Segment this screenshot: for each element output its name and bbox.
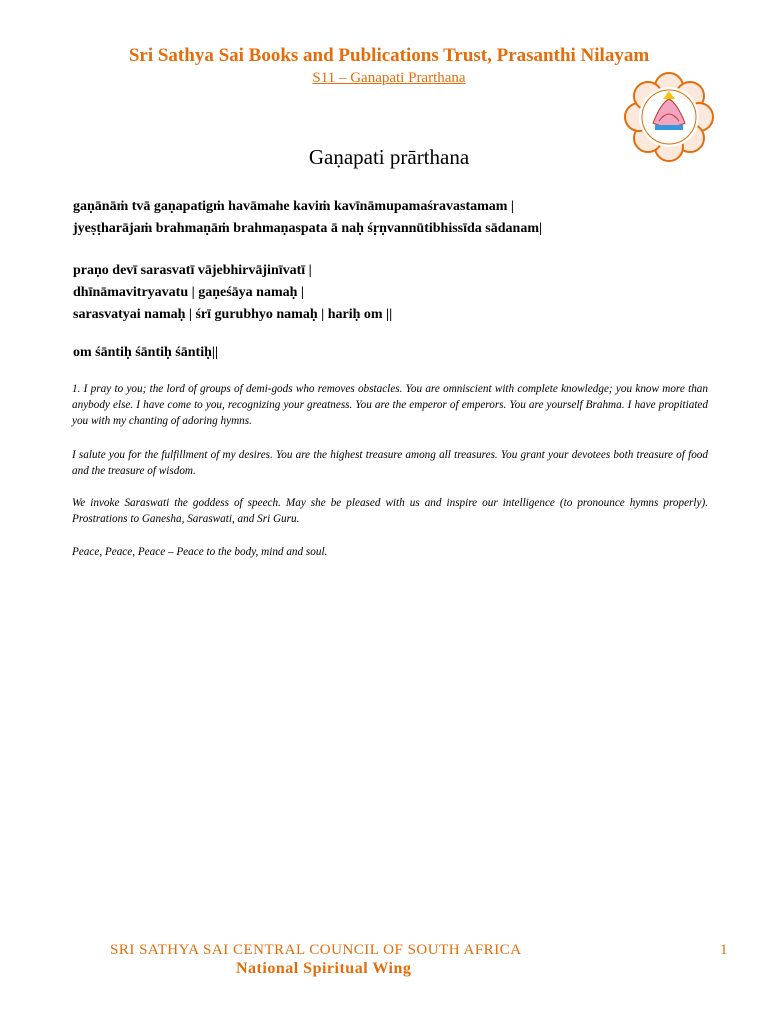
verse-block-3 — [73, 342, 713, 364]
verse-line: gaṇānāṁ tvā gaṇapatigṁ havāmahe kaviṁ kavīnāmupamaśravastamam | — [73, 199, 515, 214]
page-title: Gaṇapati prārthana — [308, 145, 470, 169]
translation-paragraph: I salute you for the fulfillment of my desires. You are the highest treasure among all treasures. You grant your devotees both treasure of food and the treasure of wisdom. — [72, 449, 708, 477]
doc-code: S11 – Ganapati Prarthana — [312, 70, 466, 86]
verse-line: jyeṣṭharājaṁ brahmaṇāṁ brahmaṇaspata ā naḥ śṛṇvannūtibhissīda sādanam| — [73, 221, 543, 236]
translation-paragraph: We invoke Saraswati the goddess of speech. May she be pleased with us and inspire our intelligence (to pronounce hymns properly). Prostrations to Ganesha, Saraswati, and Sri Guru. — [72, 497, 708, 525]
verse-line: dhīnāmavitryavatu | gaṇeśāya namaḥ | — [73, 285, 304, 300]
header-trust: Sri Sathya Sai Books and Publications Trust, Prasanthi Nilayam — [128, 45, 650, 66]
translation-paragraph: 1. I pray to you; the lord of groups of demi-gods who removes obstacles. You are omniscient with complete knowledge; you know more than anybody else. I have come to you, recognizing your greatness. You are the emperor of emperors. You are yourself Brahma. I have propitiated you with my chanting of adoring hymns. — [72, 383, 708, 427]
footer-council: SRI SATHYA SAI CENTRAL COUNCIL OF SOUTH AFRICA — [110, 942, 522, 958]
verse-line: om śāntiḥ śāntiḥ śāntiḥ|| — [73, 345, 219, 360]
footer-wing: National Spiritual Wing — [236, 960, 412, 977]
page-number: 1 — [720, 942, 728, 958]
verse-block-2 — [73, 260, 713, 326]
translation-paragraph: Peace, Peace, Peace – Peace to the body, mind and soul. — [72, 546, 328, 558]
verse-block-1 — [73, 196, 713, 240]
verse-line: sarasvatyai namaḥ | śrī gurubhyo namaḥ | hariḥ om || — [73, 307, 393, 322]
verse-line: praṇo devī sarasvatī vājebhirvājinīvatī | — [73, 263, 312, 278]
